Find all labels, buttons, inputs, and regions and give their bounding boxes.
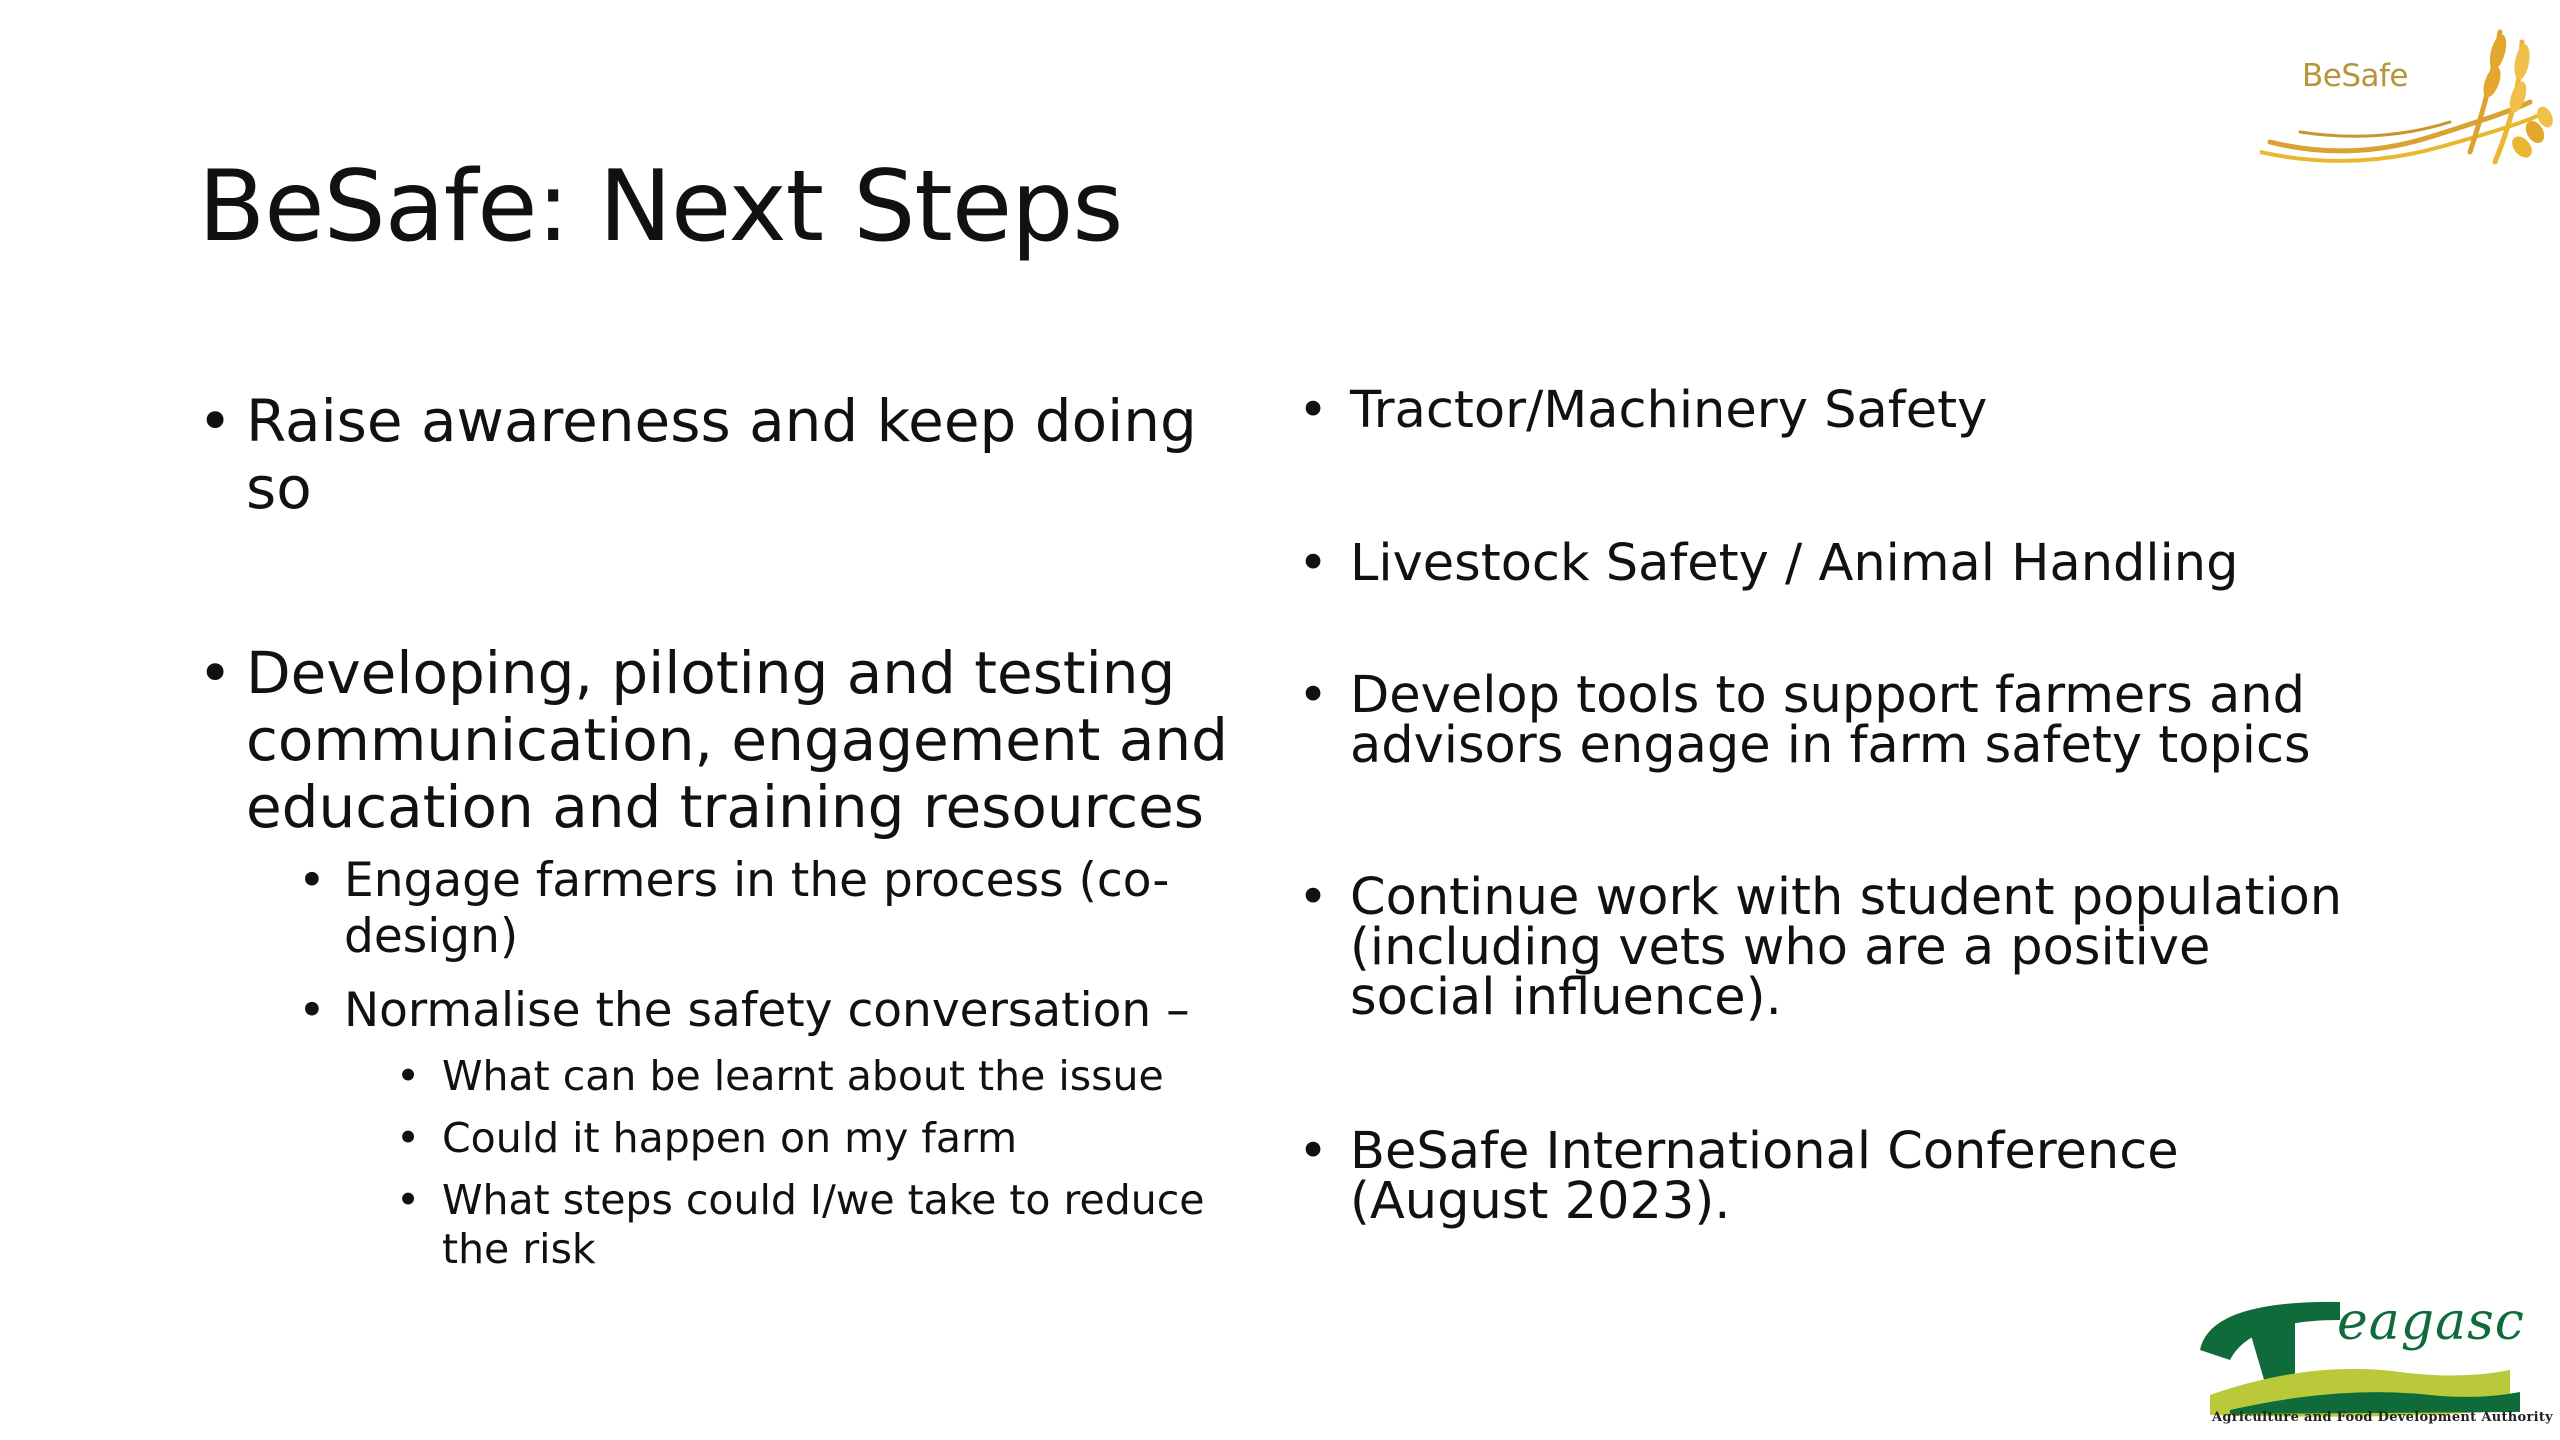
- slide-title: BeSafe: Next Steps: [198, 150, 1123, 264]
- list-item: • BeSafe International Conference (August 2023).: [1350, 1127, 2350, 1227]
- list-item: • Livestock Safety / Animal Handling: [1350, 539, 2350, 589]
- list-item: • Continue work with student population (including vets who are a positive social influence).: [1350, 873, 2350, 1023]
- sub-sub-list-item: • What can be learnt about the issue: [442, 1052, 1246, 1101]
- left-bullet-list: [246, 388, 1246, 1274]
- besafe-logo-text: BeSafe: [2302, 58, 2408, 94]
- sub-list-item: • Engage farmers in the process (co-design): [344, 853, 1246, 965]
- sub-list-item: • Normalise the safety conversation –: [344, 983, 1246, 1039]
- teagasc-logo-text: eagasc: [2337, 1292, 2525, 1352]
- right-bullet-list: [1350, 381, 2350, 1231]
- sub-sub-list-item: • Could it happen on my farm: [442, 1114, 1246, 1163]
- list-item: • Tractor/Machinery Safety: [1350, 386, 2350, 436]
- teagasc-logo-subtitle: Agriculture and Food Development Authority: [2212, 1410, 2554, 1425]
- list-item: • Develop tools to support farmers and advisors engage in farm safety topics: [1350, 671, 2350, 771]
- list-item: • Raise awareness and keep doing so: [246, 388, 1246, 522]
- list-item: • Developing, piloting and testing communication, engagement and education and training resources: [246, 640, 1246, 841]
- besafe-wheat-logo: [2260, 22, 2560, 177]
- sub-sub-list-item: • What steps could I/we take to reduce the risk: [442, 1176, 1246, 1274]
